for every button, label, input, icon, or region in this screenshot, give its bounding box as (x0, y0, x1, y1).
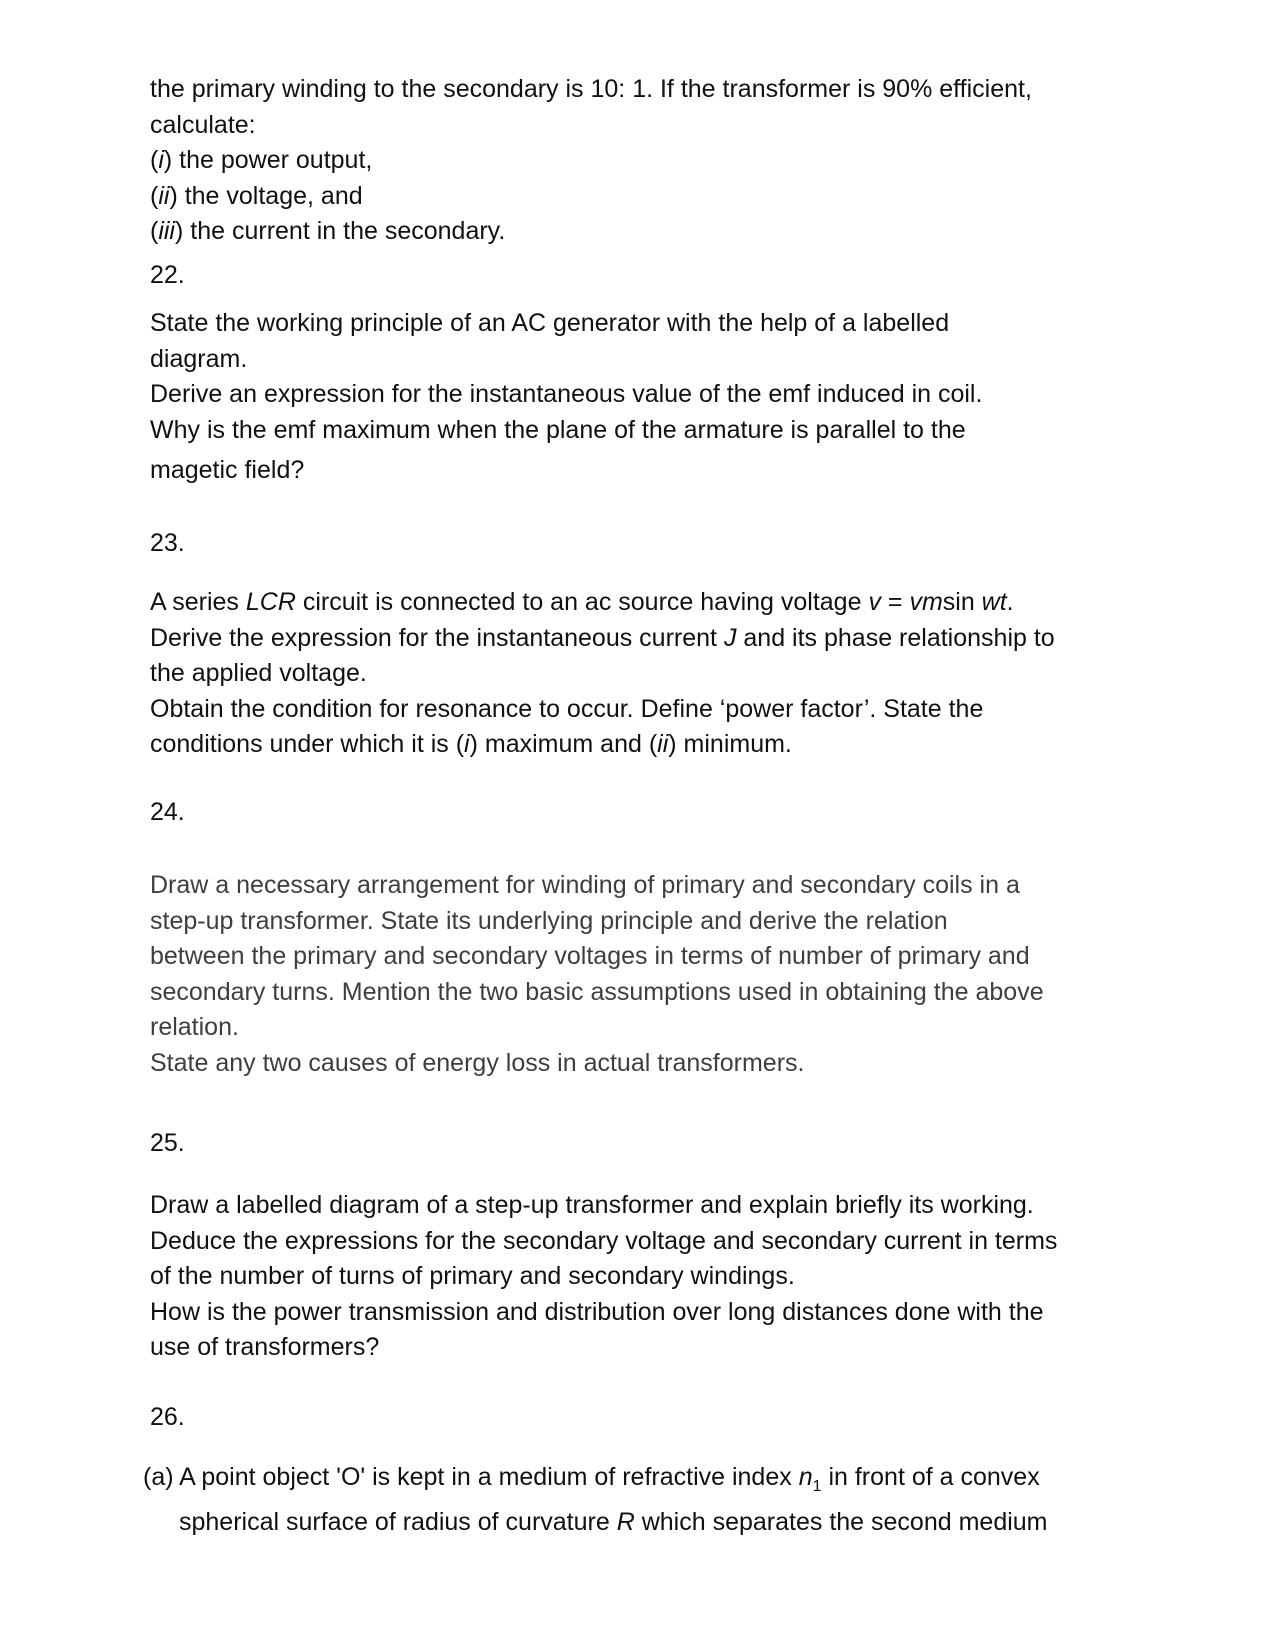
question-23-number: 23. (150, 529, 185, 557)
question-25-number: 25. (150, 1129, 185, 1157)
q21-intro-line-2: calculate: (150, 110, 256, 139)
q22-line-5: magetic field? (150, 456, 305, 484)
q21-part-i: (i) the power output, (150, 146, 373, 174)
question-22-number: 22. (150, 261, 185, 289)
q23-line-1: A series LCR circuit is connected to an ac source having voltage v = vmsin wt. (150, 588, 1014, 616)
q25-line-1: Draw a labelled diagram of a step-up transformer and explain briefly its working. (150, 1191, 1034, 1219)
q23-line-4: Obtain the condition for resonance to occur. Define ‘power factor’. State the (150, 694, 984, 723)
q25-line-5: use of transformers? (150, 1333, 380, 1361)
q25-line-2: Deduce the expressions for the secondary voltage and secondary current in terms (150, 1226, 1058, 1255)
q24-line-2: step-up transformer. State its underlying principle and derive the relation (150, 906, 948, 935)
question-24-text (150, 868, 1140, 1081)
question-21-continuation (150, 72, 1140, 250)
q21-part-ii: (ii) the voltage, and (150, 181, 363, 210)
q24-line-3: between the primary and secondary voltages in terms of number of primary and (150, 942, 1030, 970)
q22-line-2: diagram. (150, 344, 248, 373)
question-23-text (150, 585, 1140, 763)
question-22-text (150, 306, 1140, 489)
q26-part-a: (a) A point object 'O' is kept in a medium of refractive index $n_1$ in front of a convex spherical surface of radius of curvature R which separates the second medium (143, 1463, 1048, 1536)
q22-line-3: Derive an expression for the instantaneous value of the emf induced in coil. (150, 380, 983, 408)
q24-line-5: relation. (150, 1013, 239, 1041)
q24-line-1: Draw a necessary arrangement for winding of primary and secondary coils in a (150, 871, 1020, 899)
question-26-text (143, 1460, 1143, 1540)
question-25-text (150, 1188, 1140, 1366)
q23-line-5: conditions under which it is (i) maximum and (ii) minimum. (150, 730, 792, 758)
q24-line-4: secondary turns. Mention the two basic assumptions used in obtaining the above (150, 977, 1044, 1006)
q25-line-4: How is the power transmission and distribution over long distances done with the (150, 1297, 1044, 1326)
q21-intro-line-1: the primary winding to the secondary is 10: 1. If the transformer is 90% efficient, (150, 75, 1032, 103)
question-26-number: 26. (150, 1403, 185, 1431)
q25-line-3: of the number of turns of primary and secondary windings. (150, 1262, 795, 1290)
q23-line-3: the applied voltage. (150, 659, 367, 687)
q23-line-2: Derive the expression for the instantaneous current J and its phase relationship to (150, 623, 1055, 652)
question-24-number: 24. (150, 798, 185, 826)
q24-line-6: State any two causes of energy loss in actual transformers. (150, 1048, 805, 1077)
q22-line-4: Why is the emf maximum when the plane of the armature is parallel to the (150, 415, 966, 444)
q21-part-iii: (iii) the current in the secondary. (150, 217, 506, 245)
q22-line-1: State the working principle of an AC generator with the help of a labelled (150, 309, 950, 337)
